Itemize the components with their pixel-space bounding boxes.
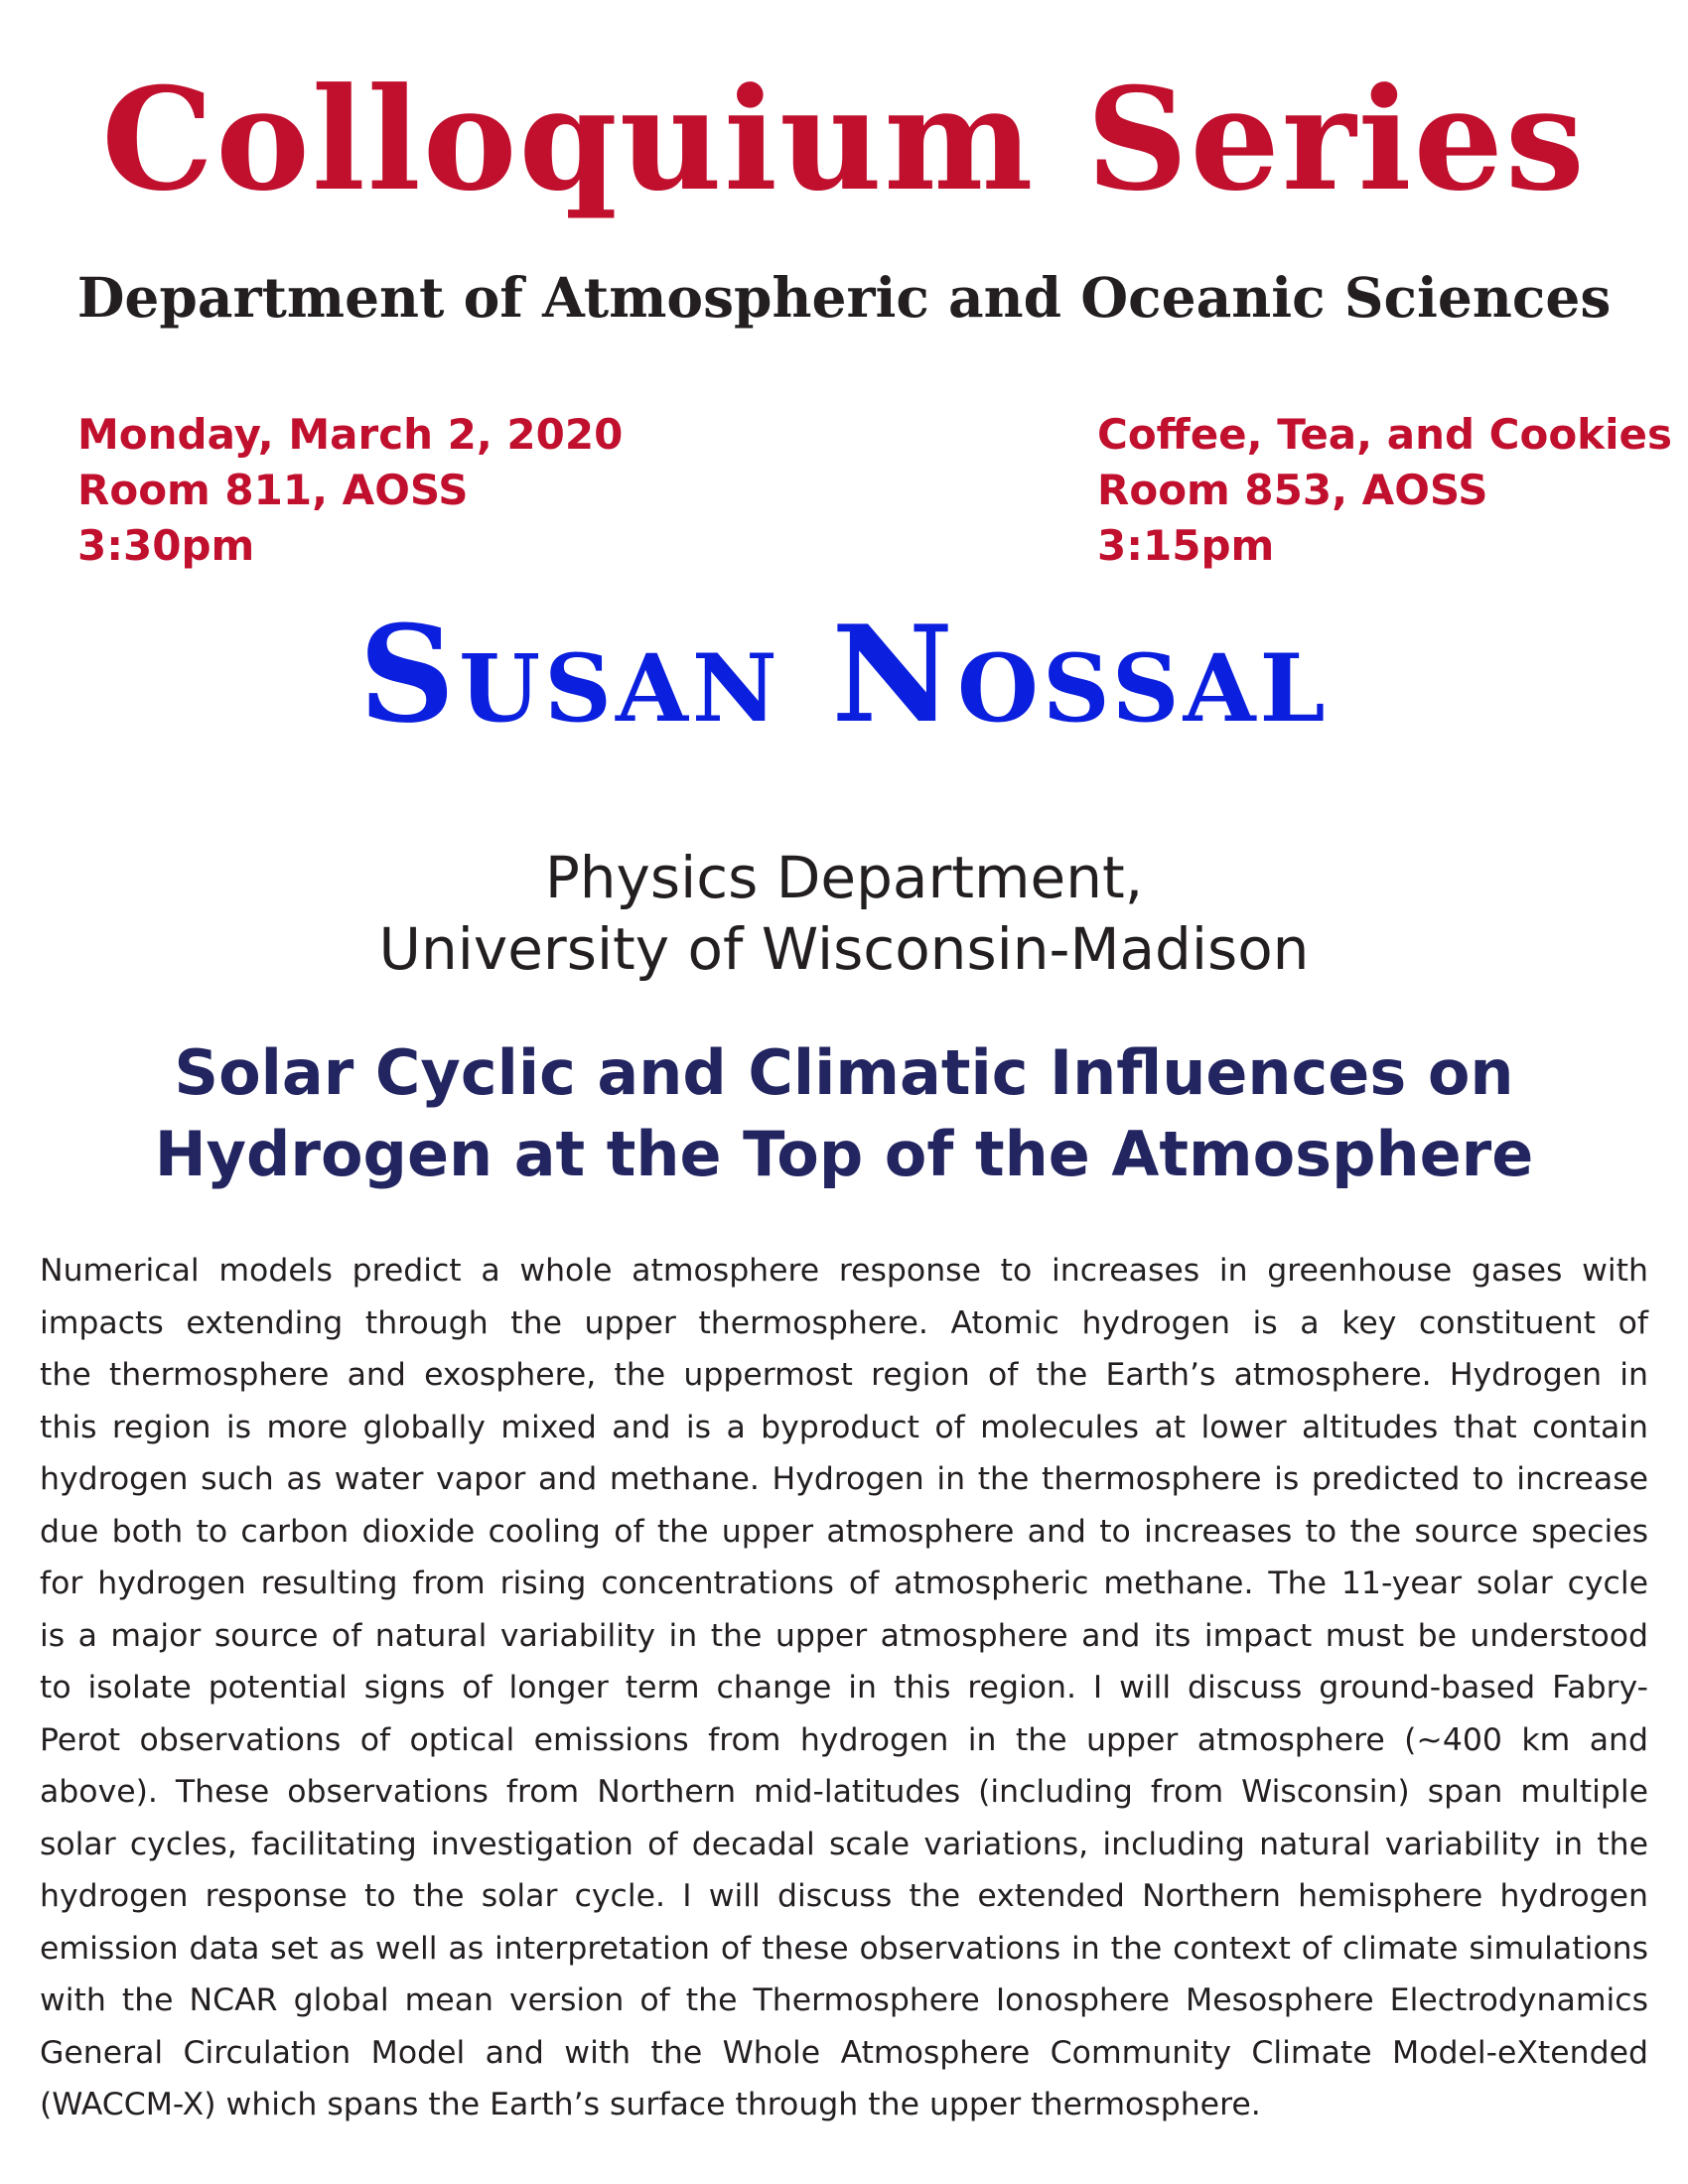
abstract-line: Perot observations of optical emissions from hydrogen in the upper atmosphere (~400 km and (40, 1721, 1648, 1758)
talk-title-line: Hydrogen at the Top of the Atmosphere (154, 1118, 1534, 1190)
affiliation-line: Physics Department, (544, 844, 1144, 911)
refreshments-time: 3:15pm (1097, 521, 1275, 570)
talk-title-line: Solar Cyclic and Climatic Influences on (174, 1036, 1514, 1109)
abstract-line: to isolate potential signs of longer term change in this region. I will discuss ground-based Fabry- (40, 1670, 1648, 1706)
abstract-line: solar cycles, facilitating investigation of decadal scale variations, including natural variability in the (40, 1826, 1648, 1862)
abstract-line: for hydrogen resulting from rising concentrations of atmospheric methane. The 11-year solar cycle (40, 1566, 1648, 1601)
abstract-line: due both to carbon dioxide cooling of the upper atmosphere and to increases to the source species (40, 1513, 1648, 1550)
talk-time: 3:30pm (77, 521, 255, 570)
abstract-line: Numerical models predict a whole atmosphere response to increases in greenhouse gases with (40, 1253, 1648, 1289)
speaker-name: Susan Nossal (358, 596, 1330, 752)
abstract-line: is a major source of natural variability in the upper atmosphere and its impact must be understood (40, 1617, 1648, 1654)
talk-room: Room 811, AOSS (77, 466, 469, 514)
abstract-line: impacts extending through the upper thermosphere. Atomic hydrogen is a key constituent of (40, 1304, 1648, 1341)
refreshments-label: Coffee, Tea, and Cookies (1097, 410, 1672, 459)
abstract-line: hydrogen response to the solar cycle. I will discuss the extended Northern hemisphere hydrogen (40, 1878, 1648, 1914)
department-name: Department of Atmospheric and Oceanic Sciences (76, 265, 1612, 330)
talk-title (0, 1032, 1688, 1195)
talk-info (77, 407, 623, 574)
series-title: Colloquium Series (101, 58, 1587, 222)
speaker-affiliation (0, 842, 1688, 985)
affiliation-line: University of Wisconsin-Madison (378, 915, 1310, 983)
talk-date: Monday, March 2, 2020 (77, 410, 624, 459)
refreshments-info (1097, 407, 1672, 574)
abstract-line: above). These observations from Northern mid-latitudes (including from Wisconsin) span multiple (40, 1774, 1648, 1810)
abstract (40, 1245, 1648, 2131)
abstract-line: with the NCAR global mean version of the Thermosphere Ionosphere Mesosphere Electrodynamics (40, 1982, 1648, 2018)
abstract-line: this region is more globally mixed and is a byproduct of molecules at lower altitudes that contain (40, 1409, 1648, 1445)
abstract-line: (WACCM-X) which spans the Earth’s surface through the upper thermosphere. (40, 2087, 1261, 2122)
abstract-line: emission data set as well as interpretation of these observations in the context of climate simulations (40, 1930, 1648, 1967)
refreshments-room: Room 853, AOSS (1097, 466, 1488, 514)
abstract-line: General Circulation Model and with the Whole Atmosphere Community Climate Model-eXtended (40, 2034, 1648, 2071)
abstract-line: hydrogen such as water vapor and methane. Hydrogen in the thermosphere is predicted to increase (40, 1461, 1648, 1497)
abstract-line: the thermosphere and exosphere, the uppermost region of the Earth’s atmosphere. Hydrogen in (40, 1357, 1648, 1393)
